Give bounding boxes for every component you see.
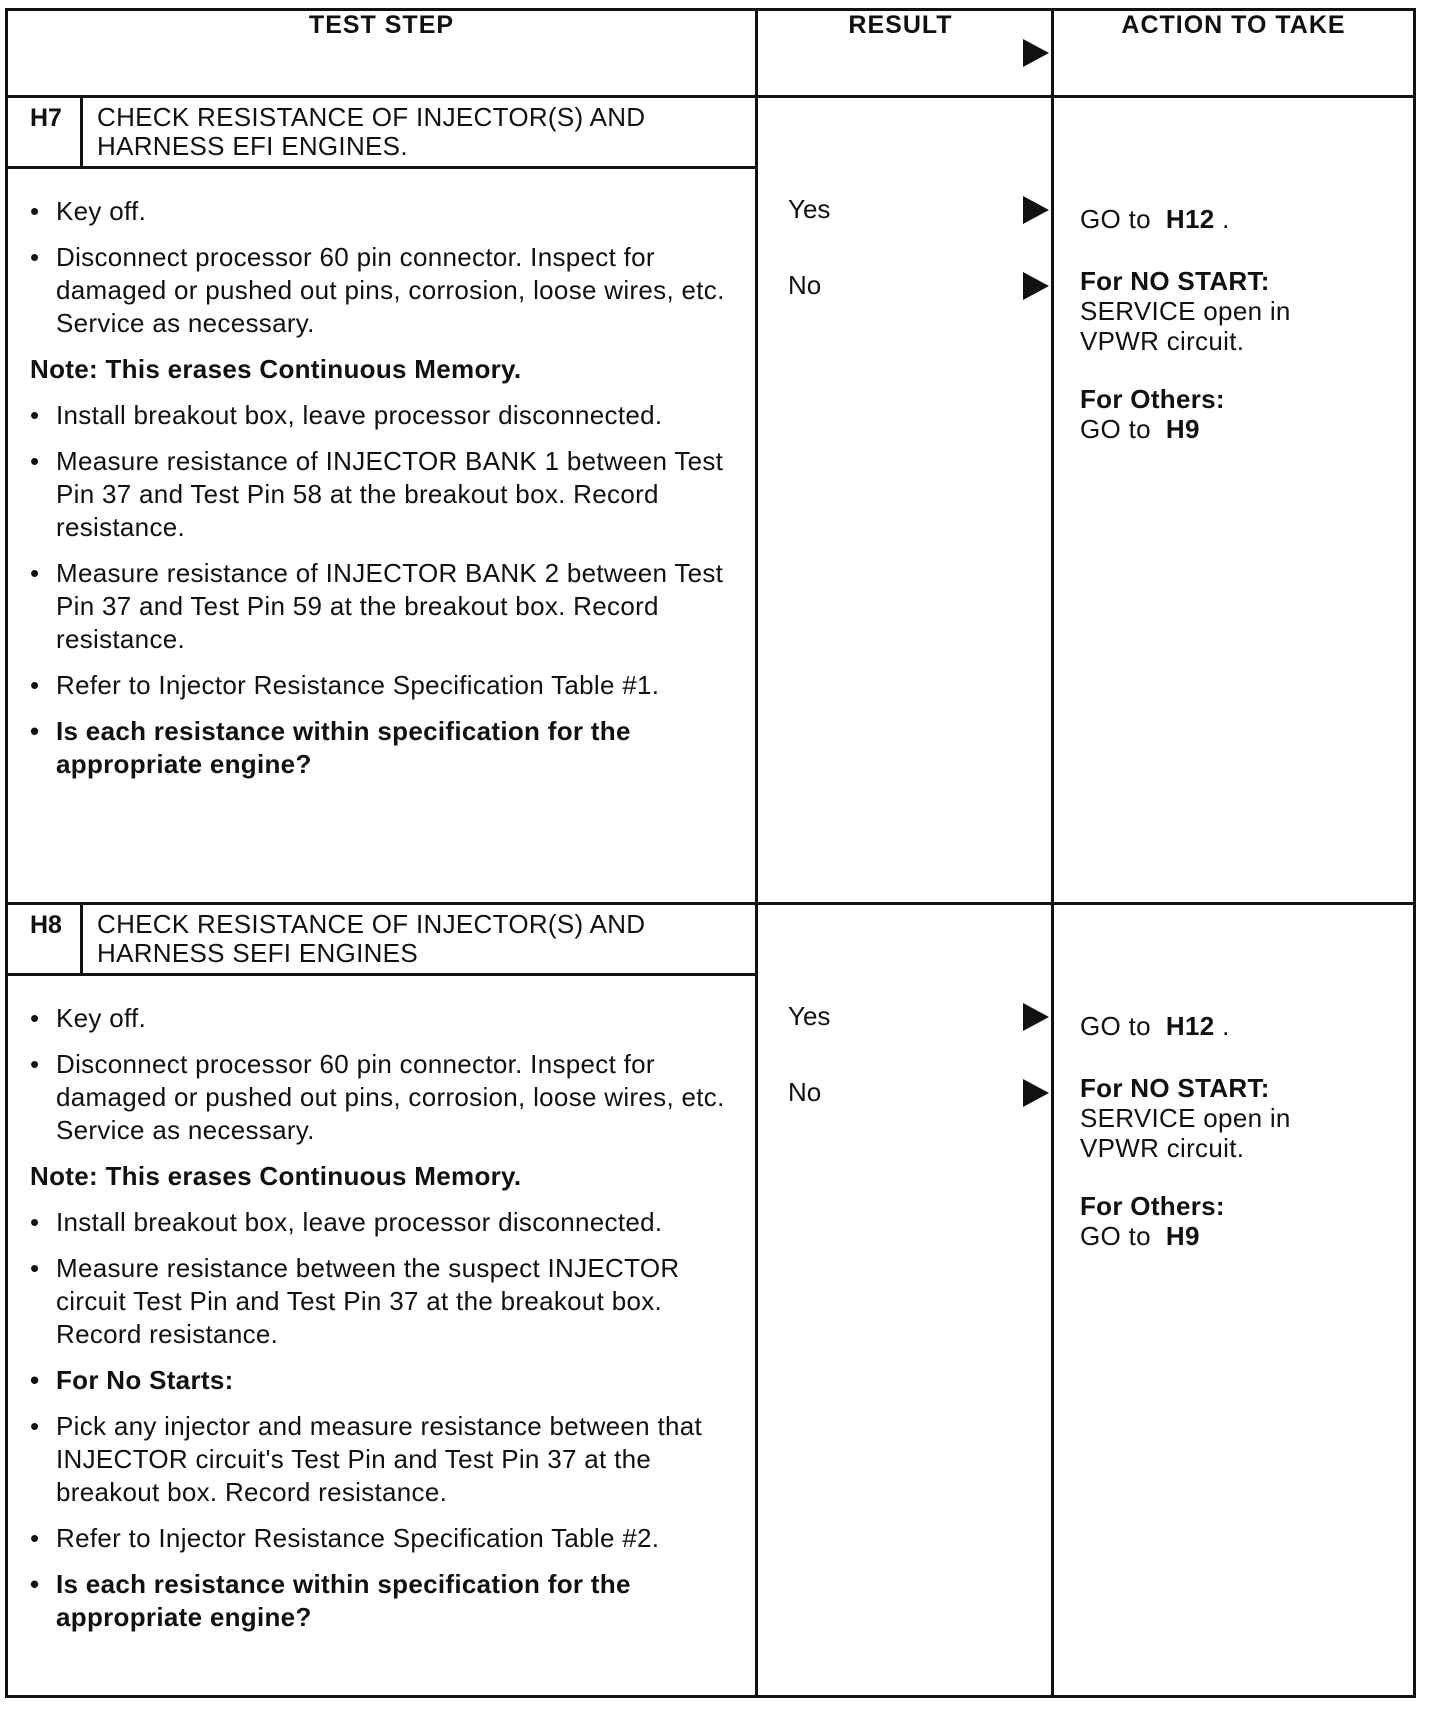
h8-action-go bbox=[1080, 1011, 1413, 1041]
list-item bbox=[30, 1364, 735, 1397]
list-item bbox=[30, 1568, 735, 1634]
h8-step-list bbox=[8, 976, 755, 1634]
nostart-label: For NO START: bbox=[1080, 266, 1270, 296]
h7-actions bbox=[1054, 204, 1413, 444]
list-item bbox=[30, 1206, 735, 1239]
list-item-text: Install breakout box, leave processor disconnected. bbox=[56, 1207, 663, 1237]
list-item-text: Install breakout box, leave processor disconnected. bbox=[56, 400, 663, 430]
go-to-target: H9 bbox=[1165, 1221, 1200, 1251]
h7-action-cell bbox=[1053, 97, 1415, 904]
others-go bbox=[1080, 1221, 1413, 1251]
list-item-text: Key off. bbox=[56, 196, 147, 226]
test-step-header: TEST STEP bbox=[7, 10, 757, 97]
table-header-row bbox=[7, 10, 1415, 97]
bullet: • bbox=[30, 1411, 40, 1441]
list-item bbox=[30, 399, 735, 432]
h7-action-nostart bbox=[1080, 266, 1413, 356]
go-to-target: H9 bbox=[1165, 414, 1200, 444]
diagnostic-table bbox=[5, 8, 1416, 1698]
others-go bbox=[1080, 414, 1413, 444]
h8-step-id: H8 bbox=[8, 905, 83, 973]
h8-result-cell bbox=[757, 904, 1053, 1697]
result-yes-label: Yes bbox=[788, 1001, 831, 1031]
bullet: • bbox=[30, 1365, 40, 1395]
bullet: • bbox=[30, 1003, 40, 1033]
list-item bbox=[30, 1252, 735, 1351]
table-row-h7 bbox=[7, 97, 1415, 904]
go-to-text: GO to bbox=[1080, 1221, 1151, 1251]
h8-note: Note: This erases Continuous Memory. bbox=[30, 1161, 522, 1191]
h7-action-go bbox=[1080, 204, 1413, 234]
h7-results bbox=[758, 98, 1051, 902]
bullet: • bbox=[30, 196, 40, 226]
h7-step-head bbox=[8, 98, 755, 169]
list-item-text: Measure resistance between the suspect INJECTOR circuit Test Pin and Test Pin 37 at the breakout box. Record resistance. bbox=[56, 1253, 680, 1349]
h8-action-cell bbox=[1053, 904, 1415, 1697]
h8-step-title: CHECK RESISTANCE OF INJECTOR(S) AND HARNESS SEFI ENGINES bbox=[97, 909, 646, 968]
list-item-text: Disconnect processor 60 pin connector. Inspect for damaged or pushed out pins, corrosion, loose wires, etc. Service as necessary. bbox=[56, 242, 725, 338]
h7-note: Note: This erases Continuous Memory. bbox=[30, 354, 522, 384]
go-to-target: H12 bbox=[1165, 204, 1215, 234]
right-arrow-icon bbox=[1023, 196, 1049, 224]
list-item bbox=[30, 557, 735, 656]
list-item-text: Refer to Injector Resistance Specification Table #1. bbox=[56, 670, 660, 700]
right-arrow-icon bbox=[1023, 1003, 1049, 1031]
list-item-text: Key off. bbox=[56, 1003, 147, 1033]
go-to-text: GO to bbox=[1080, 204, 1151, 234]
list-item bbox=[30, 1048, 735, 1147]
list-item-text: Measure resistance of INJECTOR BANK 2 between Test Pin 37 and Test Pin 59 at the breakout box. Record resistance. bbox=[56, 558, 724, 654]
go-to-text: GO to bbox=[1080, 414, 1151, 444]
table-row-h8 bbox=[7, 904, 1415, 1697]
go-to-target: H12 bbox=[1165, 1011, 1215, 1041]
h8-results bbox=[758, 905, 1051, 1695]
list-item-text: Pick any injector and measure resistance between that INJECTOR circuit's Test Pin and Test Pin 37 at the breakout box. Record resistance. bbox=[56, 1411, 703, 1507]
bullet: • bbox=[30, 1569, 40, 1599]
h8-step-head bbox=[8, 905, 755, 976]
bullet: • bbox=[30, 1049, 40, 1079]
list-item bbox=[30, 1522, 735, 1555]
others-label: For Others: bbox=[1080, 1191, 1225, 1221]
bullet: • bbox=[30, 242, 40, 272]
list-item bbox=[30, 1410, 735, 1509]
diagnostic-table-page bbox=[5, 8, 1413, 1698]
h7-action-others bbox=[1080, 384, 1413, 444]
bullet: • bbox=[30, 558, 40, 588]
list-item bbox=[30, 195, 735, 228]
go-to-end: . bbox=[1222, 204, 1230, 234]
nostart-label: For NO START: bbox=[1080, 1073, 1270, 1103]
h7-result-yes bbox=[788, 194, 1051, 225]
h8-actions bbox=[1054, 1011, 1413, 1251]
right-arrow-icon bbox=[1023, 39, 1049, 67]
right-arrow-icon bbox=[1023, 272, 1049, 300]
list-item-text: For No Starts: bbox=[56, 1365, 234, 1395]
bullet: • bbox=[30, 1207, 40, 1237]
result-header-label: RESULT bbox=[848, 11, 953, 39]
h7-step-id: H7 bbox=[8, 98, 83, 166]
nostart-text: SERVICE open in VPWR circuit. bbox=[1080, 296, 1291, 356]
list-item bbox=[30, 241, 735, 340]
h7-result-no bbox=[788, 270, 1051, 301]
go-to-text: GO to bbox=[1080, 1011, 1151, 1041]
list-item-text: Is each resistance within specification for the appropriate engine? bbox=[56, 716, 631, 779]
bullet: • bbox=[30, 400, 40, 430]
h7-result-cell bbox=[757, 97, 1053, 904]
right-arrow-icon bbox=[1023, 1079, 1049, 1107]
h8-result-no bbox=[788, 1077, 1051, 1108]
bullet: • bbox=[30, 716, 40, 746]
action-header: ACTION TO TAKE bbox=[1053, 10, 1415, 97]
h7-test-step-cell bbox=[7, 97, 757, 904]
others-label: For Others: bbox=[1080, 384, 1225, 414]
h8-test-step-cell bbox=[7, 904, 757, 1697]
list-item-text: Refer to Injector Resistance Specification Table #2. bbox=[56, 1523, 660, 1553]
list-item bbox=[30, 715, 735, 781]
result-header bbox=[757, 10, 1053, 97]
h8-action-nostart bbox=[1080, 1073, 1413, 1163]
list-item-text: Is each resistance within specification for the appropriate engine? bbox=[56, 1569, 631, 1632]
result-no-label: No bbox=[788, 1077, 822, 1107]
list-item-text: Measure resistance of INJECTOR BANK 1 between Test Pin 37 and Test Pin 58 at the breakout box. Record resistance. bbox=[56, 446, 724, 542]
h7-step-title: CHECK RESISTANCE OF INJECTOR(S) AND HARNESS EFI ENGINES. bbox=[97, 102, 646, 161]
go-to-end: . bbox=[1222, 1011, 1230, 1041]
result-yes-label: Yes bbox=[788, 194, 831, 224]
bullet: • bbox=[30, 1253, 40, 1283]
bullet: • bbox=[30, 1523, 40, 1553]
list-item bbox=[30, 445, 735, 544]
result-no-label: No bbox=[788, 270, 822, 300]
bullet: • bbox=[30, 446, 40, 476]
nostart-text: SERVICE open in VPWR circuit. bbox=[1080, 1103, 1291, 1163]
list-item bbox=[30, 1002, 735, 1035]
h8-action-others bbox=[1080, 1191, 1413, 1251]
list-item bbox=[30, 669, 735, 702]
h7-step-list bbox=[8, 169, 755, 781]
h8-result-yes bbox=[788, 1001, 1051, 1032]
bullet: • bbox=[30, 670, 40, 700]
list-item-text: Disconnect processor 60 pin connector. Inspect for damaged or pushed out pins, corrosion, loose wires, etc. Service as necessary. bbox=[56, 1049, 725, 1145]
